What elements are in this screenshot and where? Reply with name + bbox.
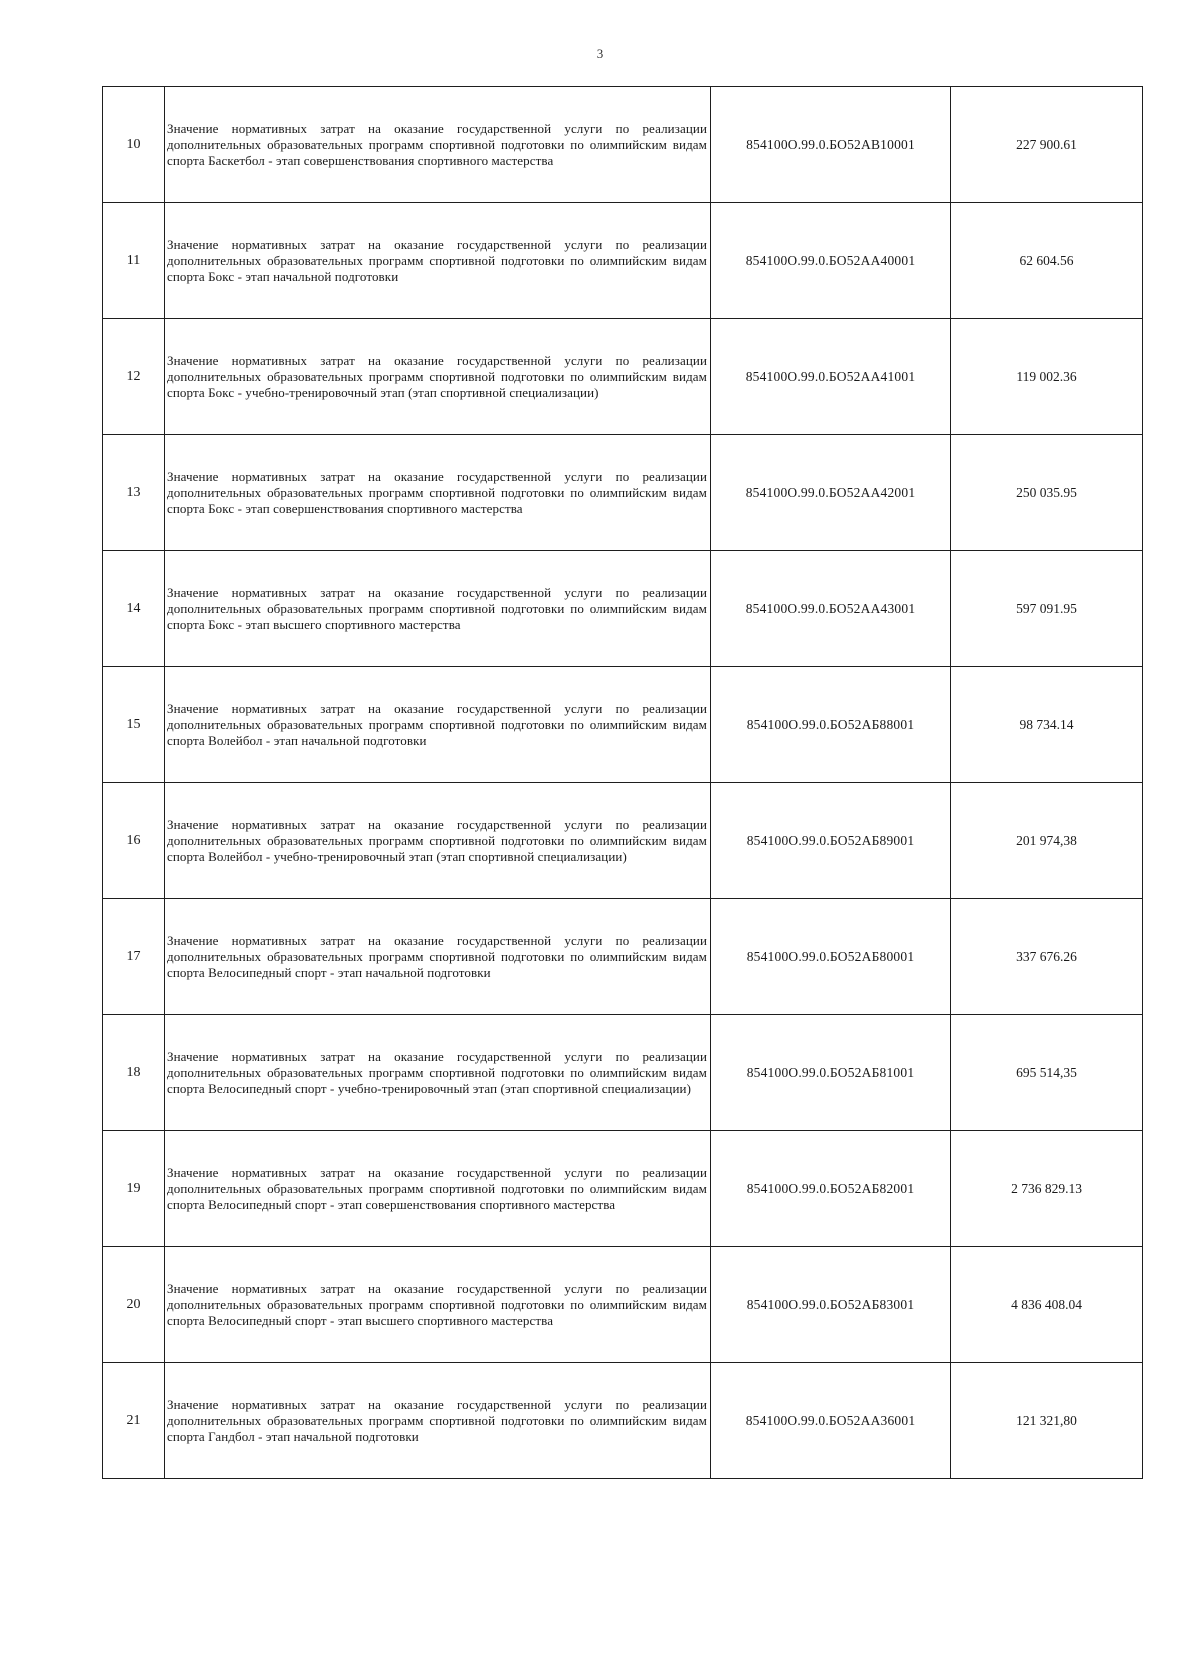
row-cost-value: 597 091.95 — [951, 551, 1143, 667]
table-row — [103, 551, 1143, 667]
table-row — [103, 435, 1143, 551]
table-row — [103, 667, 1143, 783]
table-row — [103, 783, 1143, 899]
row-number: 15 — [103, 667, 165, 783]
row-cost-value: 121 321,80 — [951, 1363, 1143, 1479]
table-row — [103, 899, 1143, 1015]
row-cost-value: 201 974,38 — [951, 783, 1143, 899]
row-cost-value: 227 900.61 — [951, 87, 1143, 203]
row-service-code: 854100О.99.0.БО52АБ80001 — [711, 899, 951, 1015]
row-number: 21 — [103, 1363, 165, 1479]
row-service-code: 854100О.99.0.БО52АА41001 — [711, 319, 951, 435]
row-service-code: 854100О.99.0.БО52АА42001 — [711, 435, 951, 551]
row-service-code: 854100О.99.0.БО52АА36001 — [711, 1363, 951, 1479]
row-cost-value: 4 836 408.04 — [951, 1247, 1143, 1363]
table-row — [103, 1015, 1143, 1131]
row-service-code: 854100О.99.0.БО52АБ88001 — [711, 667, 951, 783]
row-number: 10 — [103, 87, 165, 203]
page-number: 3 — [596, 46, 604, 61]
table-row — [103, 87, 1143, 203]
row-number: 17 — [103, 899, 165, 1015]
row-service-code: 854100О.99.0.БО52АБ83001 — [711, 1247, 951, 1363]
row-description: Значение нормативных затрат на оказание государственной услуги по реализации дополнительных образовательных программ спортивной подготовки по олимпийским видам спорта Гандбол - этап начальной подготовки — [165, 1363, 711, 1479]
row-description: Значение нормативных затрат на оказание государственной услуги по реализации дополнительных образовательных программ спортивной подготовки по олимпийским видам спорта Волейбол - учебно-тренировочный этап (этап спортивной специализации) — [165, 783, 711, 899]
row-number: 11 — [103, 203, 165, 319]
table-row — [103, 319, 1143, 435]
row-service-code: 854100О.99.0.БО52АВ10001 — [711, 87, 951, 203]
row-service-code: 854100О.99.0.БО52АБ82001 — [711, 1131, 951, 1247]
row-description: Значение нормативных затрат на оказание государственной услуги по реализации дополнительных образовательных программ спортивной подготовки по олимпийским видам спорта Бокс - этап высшего спортивного мастерства — [165, 551, 711, 667]
table-row — [103, 1131, 1143, 1247]
table-row — [103, 1247, 1143, 1363]
row-cost-value: 2 736 829.13 — [951, 1131, 1143, 1247]
row-number: 13 — [103, 435, 165, 551]
row-service-code: 854100О.99.0.БО52АА43001 — [711, 551, 951, 667]
row-cost-value: 62 604.56 — [951, 203, 1143, 319]
row-number: 12 — [103, 319, 165, 435]
table-row — [103, 1363, 1143, 1479]
row-description: Значение нормативных затрат на оказание государственной услуги по реализации дополнительных образовательных программ спортивной подготовки по олимпийским видам спорта Велосипедный спорт - этап совершенствования спортивного мастерства — [165, 1131, 711, 1247]
row-description: Значение нормативных затрат на оказание государственной услуги по реализации дополнительных образовательных программ спортивной подготовки по олимпийским видам спорта Волейбол - этап начальной подготовки — [165, 667, 711, 783]
row-cost-value: 695 514,35 — [951, 1015, 1143, 1131]
row-service-code: 854100О.99.0.БО52АБ81001 — [711, 1015, 951, 1131]
row-number: 20 — [103, 1247, 165, 1363]
row-service-code: 854100О.99.0.БО52АБ89001 — [711, 783, 951, 899]
row-description: Значение нормативных затрат на оказание государственной услуги по реализации дополнительных образовательных программ спортивной подготовки по олимпийским видам спорта Бокс - учебно-тренировочный этап (этап спортивной специализации) — [165, 319, 711, 435]
table-row — [103, 203, 1143, 319]
row-service-code: 854100О.99.0.БО52АА40001 — [711, 203, 951, 319]
row-description: Значение нормативных затрат на оказание государственной услуги по реализации дополнительных образовательных программ спортивной подготовки по олимпийским видам спорта Бокс - этап начальной подготовки — [165, 203, 711, 319]
row-number: 19 — [103, 1131, 165, 1247]
normative-costs-table — [102, 86, 1143, 1479]
row-description: Значение нормативных затрат на оказание государственной услуги по реализации дополнительных образовательных программ спортивной подготовки по олимпийским видам спорта Бокс - этап совершенствования спортивного мастерства — [165, 435, 711, 551]
row-description: Значение нормативных затрат на оказание государственной услуги по реализации дополнительных образовательных программ спортивной подготовки по олимпийским видам спорта Баскетбол - этап совершенствования спортивного мастерства — [165, 87, 711, 203]
row-description: Значение нормативных затрат на оказание государственной услуги по реализации дополнительных образовательных программ спортивной подготовки по олимпийским видам спорта Велосипедный спорт - этап высшего спортивного мастерства — [165, 1247, 711, 1363]
row-cost-value: 119 002.36 — [951, 319, 1143, 435]
row-cost-value: 250 035.95 — [951, 435, 1143, 551]
row-description: Значение нормативных затрат на оказание государственной услуги по реализации дополнительных образовательных программ спортивной подготовки по олимпийским видам спорта Велосипедный спорт - этап начальной подготовки — [165, 899, 711, 1015]
row-cost-value: 337 676.26 — [951, 899, 1143, 1015]
row-number: 18 — [103, 1015, 165, 1131]
row-cost-value: 98 734.14 — [951, 667, 1143, 783]
row-number: 14 — [103, 551, 165, 667]
row-number: 16 — [103, 783, 165, 899]
row-description: Значение нормативных затрат на оказание государственной услуги по реализации дополнительных образовательных программ спортивной подготовки по олимпийским видам спорта Велосипедный спорт - учебно-тренировочный этап (этап спортивной специализации) — [165, 1015, 711, 1131]
